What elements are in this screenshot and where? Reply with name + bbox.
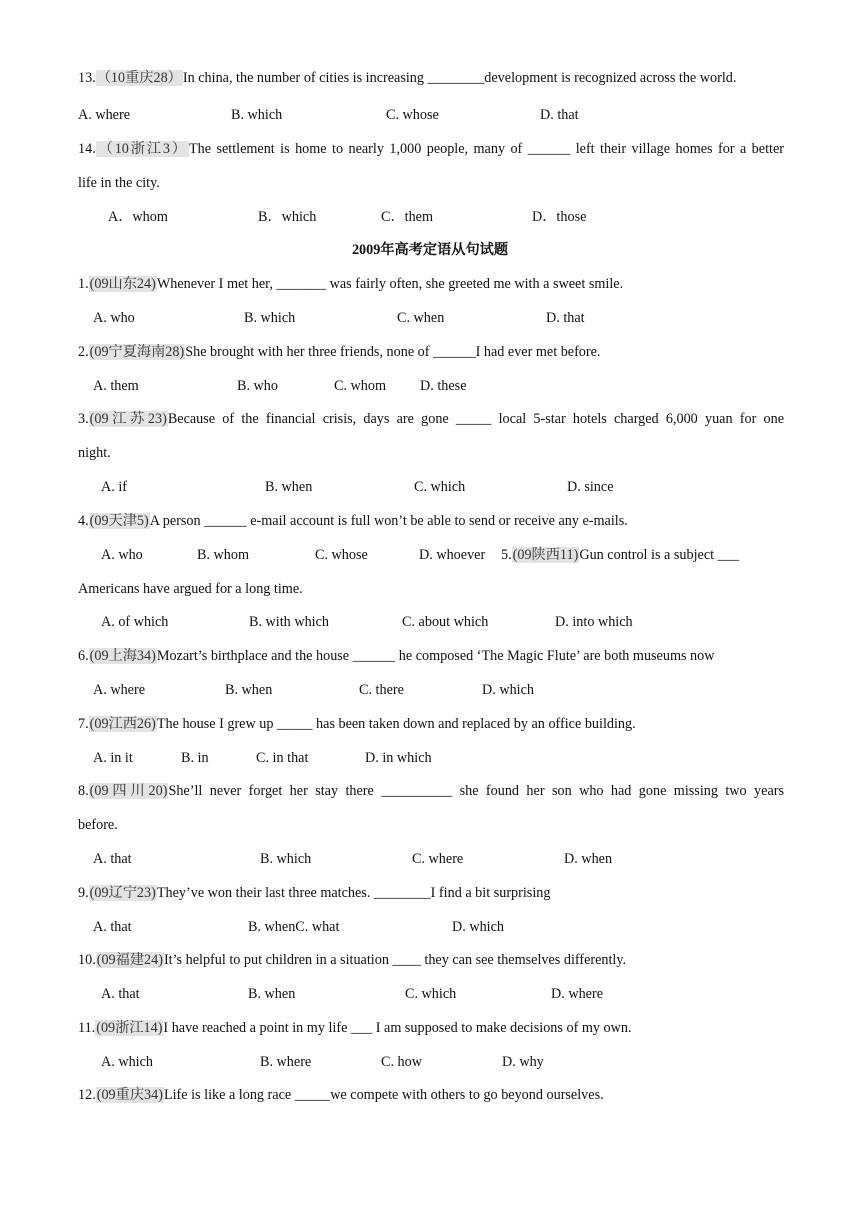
question-source: (09江苏23) <box>89 411 167 427</box>
question-12 <box>78 1086 784 1104</box>
option-d: D. these <box>420 378 467 394</box>
option-c: C. in that <box>256 750 309 766</box>
question-number: 3. <box>78 411 89 427</box>
option-c: C．them <box>381 209 434 225</box>
option-a: A. which <box>101 1054 154 1070</box>
option-a: A. if <box>101 479 128 495</box>
option-b: B．which <box>258 209 317 225</box>
option-a: A. that <box>93 919 132 935</box>
question-6 <box>78 647 784 665</box>
question-number: 6. <box>78 648 89 664</box>
question-3 <box>78 410 784 428</box>
option-d: D. where <box>551 986 603 1002</box>
question-14 <box>78 140 784 158</box>
question-text: Gun control is a subject ___ <box>579 547 739 563</box>
option-d: D. in which <box>365 750 432 766</box>
option-d: D. which <box>452 919 505 935</box>
question-8 <box>78 782 784 800</box>
option-a: A. that <box>93 851 132 867</box>
question-source: (09天津5) <box>89 513 149 529</box>
question-text: I have reached a point in my life ___ I am supposed to make decisions of my own. <box>163 1020 632 1036</box>
option-c: C. where <box>412 851 464 867</box>
question-source: (09重庆34) <box>96 1087 163 1103</box>
question-source: (09上海34) <box>89 648 156 664</box>
question-source: (09江西26) <box>89 716 156 732</box>
question-1 <box>78 275 784 293</box>
option-d: D．those <box>532 209 587 225</box>
option-d: D. whoever <box>419 547 486 563</box>
question-text: Americans have argued for a long time. <box>78 581 303 597</box>
question-text: night. <box>78 445 111 461</box>
option-d: D. why <box>502 1054 544 1070</box>
question-13 <box>78 69 784 87</box>
question-number: 10. <box>78 952 96 968</box>
question-text: It’s helpful to put children in a situation ____ they can see themselves differently. <box>163 952 627 968</box>
question-5-continued <box>78 580 784 598</box>
option-b: B. in <box>181 750 209 766</box>
option-a: A. them <box>93 378 139 394</box>
question-2 <box>78 343 784 361</box>
option-b: B. with which <box>249 614 329 630</box>
question-number: 2. <box>78 344 89 360</box>
option-a: A. that <box>101 986 140 1002</box>
option-c: C. whose <box>315 547 368 563</box>
question-text: The house I grew up _____ has been taken down and replaced by an office building. <box>156 716 636 732</box>
question-14-continued <box>78 174 784 192</box>
question-number: 8. <box>78 783 89 799</box>
option-c: C. there <box>359 682 404 698</box>
option-b: B. whom <box>197 547 250 563</box>
question-number: 1. <box>78 276 89 292</box>
question-source: (09辽宁23) <box>89 885 156 901</box>
question-source: (09山东24) <box>89 276 156 292</box>
option-a: A. where <box>78 107 130 123</box>
option-b: B. who <box>237 378 278 394</box>
option-d: D. which <box>482 682 535 698</box>
question-source: （10浙江3） <box>96 141 188 157</box>
question-text: She brought with her three friends, none of ______I had ever met before. <box>185 344 601 360</box>
question-source: (09四川20) <box>89 783 168 799</box>
option-b: B. where <box>260 1054 312 1070</box>
question-8-continued <box>78 816 784 834</box>
question-9 <box>78 884 784 902</box>
question-text: life in the city. <box>78 175 160 191</box>
question-4 <box>78 512 784 530</box>
option-d: D. that <box>546 310 585 326</box>
question-source: (09浙江14) <box>96 1020 163 1036</box>
question-number: 13. <box>78 70 96 86</box>
option-a: A．whom <box>108 209 168 225</box>
question-11 <box>78 1019 784 1037</box>
option-c: C. whose <box>386 107 439 123</box>
option-b: B. when <box>225 682 273 698</box>
question-text: Whenever I met her, _______ was fairly often, she greeted me with a sweet smile. <box>156 276 624 292</box>
question-number: 7. <box>78 716 89 732</box>
question-source: （10重庆28） <box>96 70 182 86</box>
question-text: before. <box>78 817 118 833</box>
question-text: They’ve won their last three matches. ________I find a bit surprising <box>156 885 551 901</box>
question-3-continued <box>78 444 784 462</box>
question-number: 11. <box>78 1020 96 1036</box>
question-text: A person ______ e-mail account is full won’t be able to send or receive any e-mails. <box>149 513 628 529</box>
question-text: Mozart’s birthplace and the house ______ he composed ‘The Magic Flute’ are both museums now <box>156 648 715 664</box>
option-a: A. who <box>93 310 135 326</box>
option-b: B. when <box>248 986 296 1002</box>
question-7 <box>78 715 784 733</box>
question-5-line <box>501 546 739 564</box>
option-b: B. which <box>260 851 312 867</box>
question-number: 9. <box>78 885 89 901</box>
question-text: She’ll never forget her stay there __________ she found her son who had gone missing two years <box>168 783 784 799</box>
question-source: (09宁夏海南28) <box>89 344 185 360</box>
option-b: B. which <box>231 107 283 123</box>
option-c: C. whom <box>334 378 387 394</box>
option-c: C. about which <box>402 614 489 630</box>
option-d: D. since <box>567 479 614 495</box>
question-text: Life is like a long race _____we compete with others to go beyond ourselves. <box>163 1087 604 1103</box>
option-c: C. when <box>397 310 445 326</box>
question-text: In china, the number of cities is increasing ________development is recognized across the world. <box>182 70 737 86</box>
option-a: A. of which <box>101 614 169 630</box>
option-b: B. when <box>265 479 313 495</box>
question-source: (09福建24) <box>96 952 163 968</box>
question-number: 4. <box>78 513 89 529</box>
option-d: D. when <box>564 851 613 867</box>
option-a: A. in it <box>93 750 133 766</box>
option-d: D. into which <box>555 614 633 630</box>
question-number: 5. <box>501 547 512 563</box>
question-number: 12. <box>78 1087 96 1103</box>
question-text: Because of the financial crisis, days are gone _____ local 5-star hotels charged 6,000 yuan for one <box>167 411 785 427</box>
question-text: The settlement is home to nearly 1,000 people, many of ______ left their village homes for a better <box>188 141 784 157</box>
question-number: 14. <box>78 141 96 157</box>
option-a: A. who <box>101 547 143 563</box>
option-c: C. how <box>381 1054 422 1070</box>
question-10 <box>78 951 784 969</box>
option-c: C. which <box>405 986 457 1002</box>
option-a: A. where <box>93 682 145 698</box>
question-source: (09陕西11) <box>512 547 579 563</box>
section-title: 2009年高考定语从句试题 <box>351 242 509 258</box>
option-b: B. whenC. what <box>248 919 340 935</box>
option-d: D. that <box>540 107 579 123</box>
option-b: B. which <box>244 310 296 326</box>
option-c: C. which <box>414 479 466 495</box>
